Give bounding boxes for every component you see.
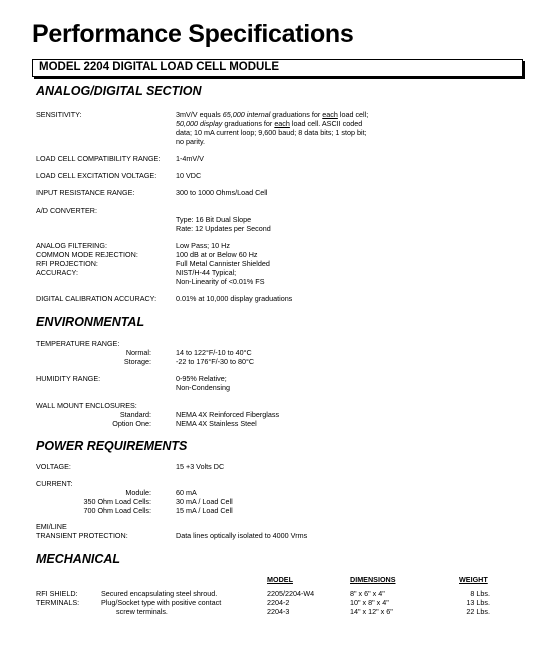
mech-row-weight: 22 Lbs. xyxy=(466,607,490,616)
current-label: CURRENT: xyxy=(36,479,73,488)
accuracy-value-1: NIST/H-44 Typical; xyxy=(176,268,237,277)
rfi-shield-label: RFI SHIELD: xyxy=(36,589,78,598)
700-ohm-value: 15 mA / Load Cell xyxy=(176,506,233,515)
sensitivity-line-1: 3mV/V equals 65,000 internal graduations for each load cell; xyxy=(176,110,369,119)
terminals-desc-2: screw terminals. xyxy=(116,607,168,616)
ad-rate: Rate: 12 Updates per Second xyxy=(176,224,271,233)
excitation-label: LOAD CELL EXCITATION VOLTAGE: xyxy=(36,171,157,180)
350-ohm-value: 30 mA / Load Cell xyxy=(176,497,233,506)
digital-calibration-label: DIGITAL CALIBRATION ACCURACY: xyxy=(36,294,157,303)
col-header-dimensions: DIMENSIONS xyxy=(350,575,396,584)
ad-type: Type: 16 Bit Dual Slope xyxy=(176,215,252,224)
terminals-desc-1: Plug/Socket type with positive contact xyxy=(101,598,222,607)
rfi-shield-desc: Secured encapsulating steel shroud. xyxy=(101,589,218,598)
emi-line-label: EMI/LINE xyxy=(36,522,67,531)
ad-converter-label: A/D CONVERTER: xyxy=(36,206,97,215)
temperature-label: TEMPERATURE RANGE: xyxy=(36,339,120,348)
power-section-heading: POWER REQUIREMENTS xyxy=(36,439,188,453)
model-label: MODEL 2204 DIGITAL LOAD CELL MODULE xyxy=(39,61,280,73)
humidity-value-1: 0-95% Relative; xyxy=(176,374,227,383)
storage-value: -22 to 176°F/-30 to 80°C xyxy=(176,357,255,366)
option-one-value: NEMA 4X Stainless Steel xyxy=(176,419,257,428)
filter-label: ANALOG FILTERING: xyxy=(36,241,107,250)
sensitivity-line-2: 50,000 display graduations for each load cell. ASCII coded xyxy=(176,119,363,128)
mech-row-dimensions: 14" x 12" x 6" xyxy=(350,607,393,616)
mech-row-dimensions: 8" x 6" x 4" xyxy=(350,589,385,598)
transient-value: Data lines optically isolated to 4000 Vrms xyxy=(176,531,308,540)
mech-row-dimensions: 10" x 8" x 4" xyxy=(350,598,389,607)
humidity-label: HUMIDITY RANGE: xyxy=(36,374,101,383)
voltage-label: VOLTAGE: xyxy=(36,462,71,471)
col-header-weight: WEIGHT xyxy=(459,575,488,584)
sensitivity-line-4: no parity. xyxy=(176,137,206,146)
terminals-label: TERMINALS: xyxy=(36,598,80,607)
model-banner xyxy=(32,59,523,77)
mech-row-model: 2205/2204-W4 xyxy=(267,589,315,598)
filter-value: Low Pass; 10 Hz xyxy=(176,241,230,250)
compat-label: LOAD CELL COMPATIBILITY RANGE: xyxy=(36,154,161,163)
col-header-model: MODEL xyxy=(267,575,293,584)
storage-label: Storage: xyxy=(123,357,151,366)
standard-value: NEMA 4X Reinforced Fiberglass xyxy=(176,410,280,419)
standard-label: Standard: xyxy=(119,410,151,419)
page-title: Performance Specifications xyxy=(32,20,354,48)
350-ohm-label: 350 Ohm Load Cells: xyxy=(83,497,151,506)
cmr-value: 100 dB at or Below 60 Hz xyxy=(176,250,258,259)
analog-section-heading: ANALOG/DIGITAL SECTION xyxy=(36,84,202,98)
mechanical-section-heading: MECHANICAL xyxy=(36,552,121,566)
digital-calibration-value: 0.01% at 10,000 display graduations xyxy=(176,294,293,303)
normal-value: 14 to 122°F/-10 to 40°C xyxy=(176,348,252,357)
input-resistance-value: 300 to 1000 Ohms/Load Cell xyxy=(176,188,268,197)
humidity-value-2: Non-Condensing xyxy=(176,383,230,392)
mech-row-model: 2204-2 xyxy=(267,598,290,607)
sensitivity-label: SENSITIVITY: xyxy=(36,110,82,119)
normal-label: Normal: xyxy=(125,348,151,357)
module-current-value: 60 mA xyxy=(176,488,197,497)
transient-label: TRANSIENT PROTECTION: xyxy=(36,531,128,540)
accuracy-label: ACCURACY: xyxy=(36,268,78,277)
compat-value: 1-4mV/V xyxy=(176,154,204,163)
voltage-value: 15 +3 Volts DC xyxy=(176,462,225,471)
cmr-label: COMMON MODE REJECTION: xyxy=(36,250,138,259)
environmental-section-heading: ENVIRONMENTAL xyxy=(36,315,145,329)
module-current-label: Module: xyxy=(125,488,151,497)
700-ohm-label: 700 Ohm Load Cells: xyxy=(83,506,151,515)
input-resistance-label: INPUT RESISTANCE RANGE: xyxy=(36,188,135,197)
wall-mount-label: WALL MOUNT ENCLOSURES: xyxy=(36,401,137,410)
sensitivity-line-3: data; 10 mA current loop; 9,600 baud; 8 data bits; 1 stop bit; xyxy=(176,128,367,137)
accuracy-value-2: Non-Linearity of <0.01% FS xyxy=(176,277,265,286)
mech-row-weight: 8 Lbs. xyxy=(470,589,490,598)
rfi-projection-value: Full Metal Cannister Shielded xyxy=(176,259,270,268)
excitation-value: 10 VDC xyxy=(176,171,202,180)
mech-row-model: 2204-3 xyxy=(267,607,290,616)
rfi-projection-label: RFI PROJECTION: xyxy=(36,259,98,268)
mech-row-weight: 13 Lbs. xyxy=(466,598,490,607)
option-one-label: Option One: xyxy=(112,419,151,428)
